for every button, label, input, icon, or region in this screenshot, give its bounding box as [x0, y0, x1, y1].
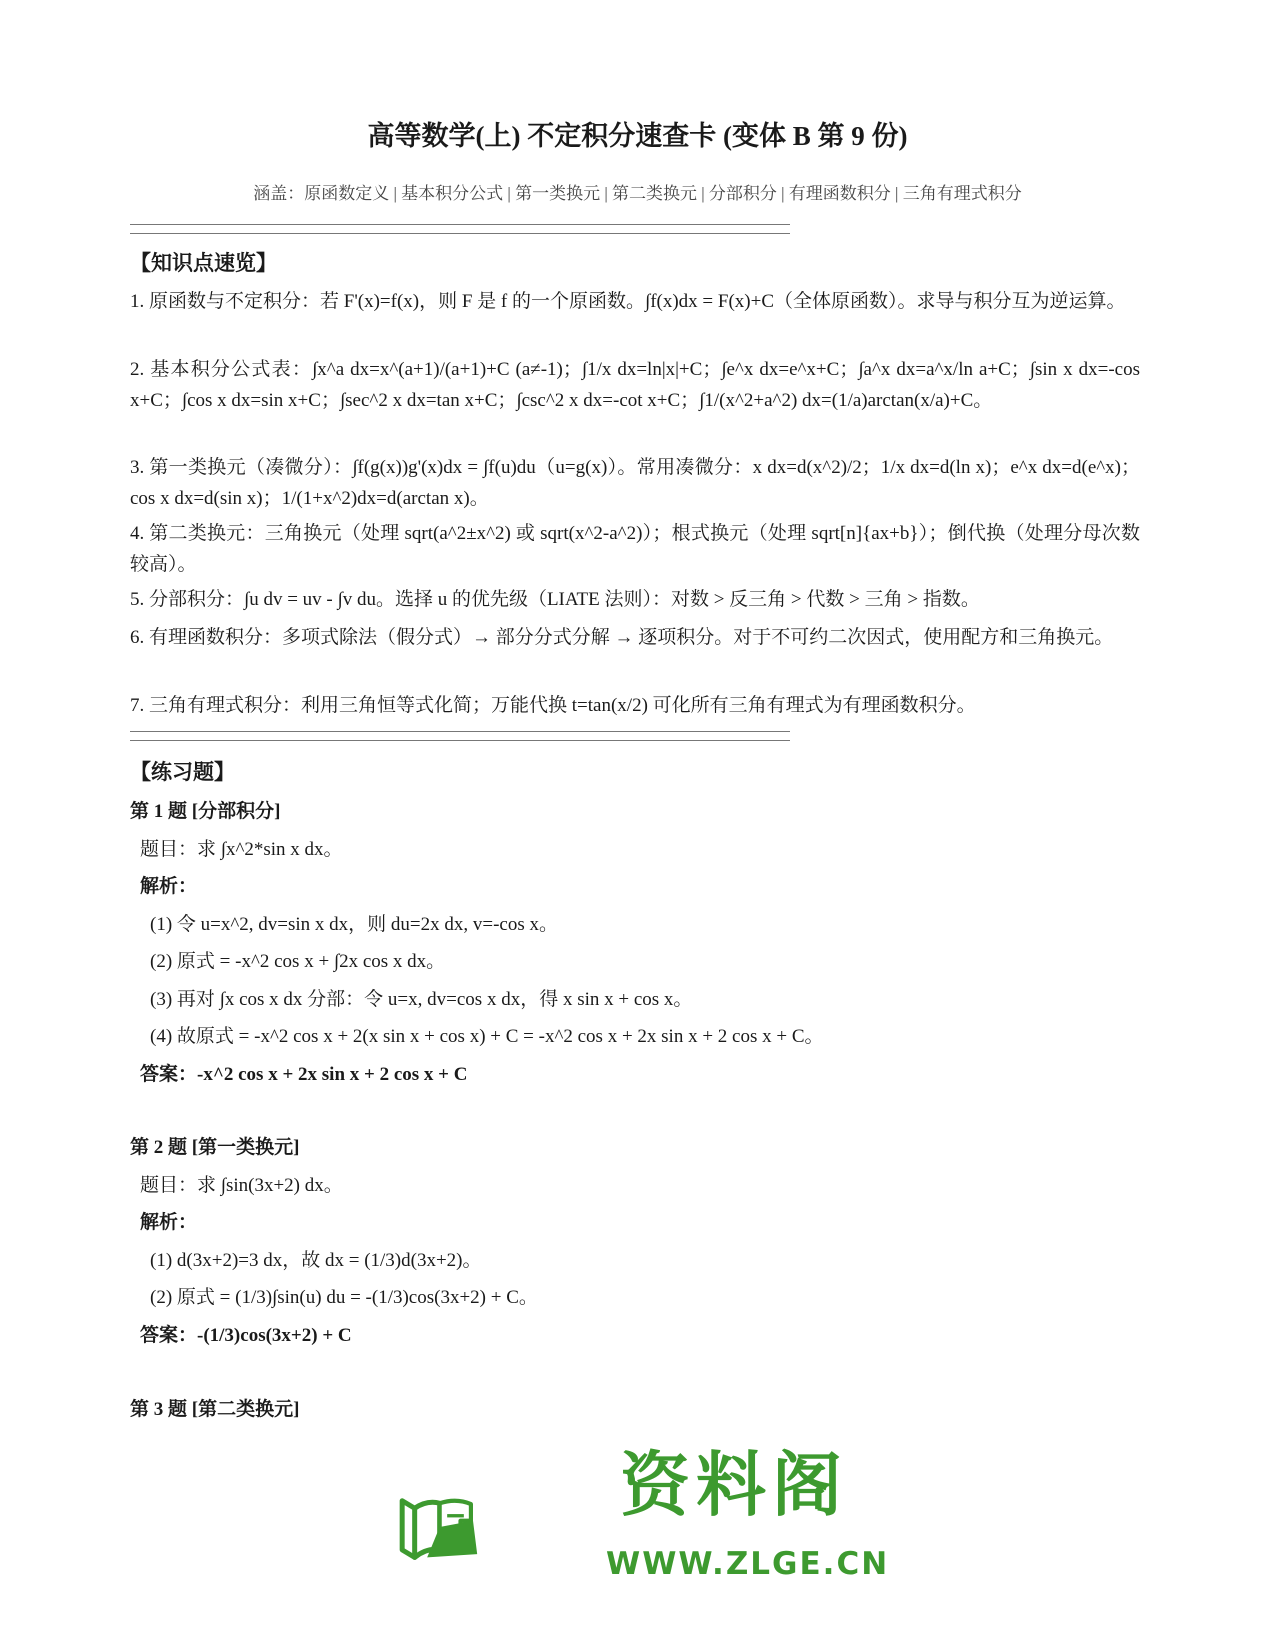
problem-question: 题目：求 ∫x^2*sin x dx。	[140, 839, 343, 860]
knowledge-point: 1. 原函数与不定积分：若 F'(x)=f(x)，则 F 是 f 的一个原函数。∫f(x)dx = F(x)+C（全体原函数）。求导与积分互为逆运算。	[130, 291, 1126, 312]
problem-title: 第 1 题 [分部积分]	[130, 801, 281, 822]
problem-title: 第 2 题 [第一类换元]	[130, 1137, 300, 1158]
solution-step: (2) 原式 = (1/3)∫sin(u) du = -(1/3)cos(3x+2) + C。	[150, 1287, 538, 1308]
knowledge-point: 4. 第二类换元：三角换元（处理 sqrt(a^2±x^2) 或 sqrt(x^2-a^2)）；根式换元（处理 sqrt[n]{ax+b}）；倒代换（处理分母次数较高）。	[130, 523, 1140, 575]
practice-heading: 【练习题】	[130, 759, 235, 784]
watermark-name: 资料阁	[620, 1444, 848, 1526]
knowledge-point: 6. 有理函数积分：多项式除法（假分式）→ 部分分式分解 → 逐项积分。对于不可约二次因式，使用配方和三角换元。	[130, 627, 1114, 648]
problem-question: 题目：求 ∫sin(3x+2) dx。	[140, 1175, 343, 1196]
knowledge-point: 3. 第一类换元（凑微分）：∫f(g(x))g'(x)dx = ∫f(u)du（u=g(x)）。常用凑微分：x dx=d(x^2)/2；1/x dx=d(ln x)；e^x dx=d(e^x)；cos x dx=d(sin x)；1/(1+x^2)dx=d(arctan x)。	[130, 457, 1140, 509]
solution-step: (2) 原式 = -x^2 cos x + ∫2x cos x dx。	[150, 951, 446, 972]
problem-title: 第 3 题 [第二类换元]	[130, 1399, 300, 1420]
knowledge-point: 5. 分部积分：∫u dv = uv - ∫v du。选择 u 的优先级（LIATE 法则）：对数 > 反三角 > 代数 > 三角 > 指数。	[130, 589, 980, 610]
page-subtitle: 涵盖：原函数定义 | 基本积分公式 | 第一类换元 | 第二类换元 | 分部积分 | 有理函数积分 | 三角有理式积分	[253, 184, 1022, 203]
page-title: 高等数学(上) 不定积分速查卡 (变体 B 第 9 份)	[367, 121, 908, 151]
watermark-url: WWW.ZLGE.CN	[606, 1546, 890, 1582]
answer-text: 答案：-x^2 cos x + 2x sin x + 2 cos x + C	[140, 1064, 468, 1085]
divider-rule	[130, 224, 790, 234]
knowledge-point: 7. 三角有理式积分：利用三角恒等式化简；万能代换 t=tan(x/2) 可化所有三角有理式为有理函数积分。	[130, 695, 976, 716]
solution-step: (1) d(3x+2)=3 dx，故 dx = (1/3)d(3x+2)。	[150, 1250, 482, 1271]
knowledge-heading: 【知识点速览】	[130, 250, 277, 275]
open-book-icon	[398, 1452, 598, 1602]
answer-text: 答案：-(1/3)cos(3x+2) + C	[140, 1325, 352, 1346]
solution-step: (1) 令 u=x^2, dv=sin x dx，则 du=2x dx, v=-cos x。	[150, 914, 559, 935]
knowledge-point: 2. 基本积分公式表：∫x^a dx=x^(a+1)/(a+1)+C (a≠-1)；∫1/x dx=ln|x|+C；∫e^x dx=e^x+C；∫a^x dx=a^x/ln a+C；∫sin x dx=-cos x+C；∫cos x dx=sin x+C；∫sec^2 x dx=tan x+C；∫csc^2 x dx=-cot x+C；∫1/(x^2+a^2) dx=(1/a)arctan(x/a)+C。	[130, 359, 1140, 411]
solution-step: (4) 故原式 = -x^2 cos x + 2(x sin x + cos x) + C = -x^2 cos x + 2x sin x + 2 cos x + C。	[150, 1026, 824, 1047]
divider-rule	[130, 731, 790, 741]
analysis-label: 解析：	[140, 876, 198, 897]
analysis-label: 解析：	[140, 1212, 198, 1233]
solution-step: (3) 再对 ∫x cos x dx 分部：令 u=x, dv=cos x dx，得 x sin x + cos x。	[150, 989, 693, 1010]
